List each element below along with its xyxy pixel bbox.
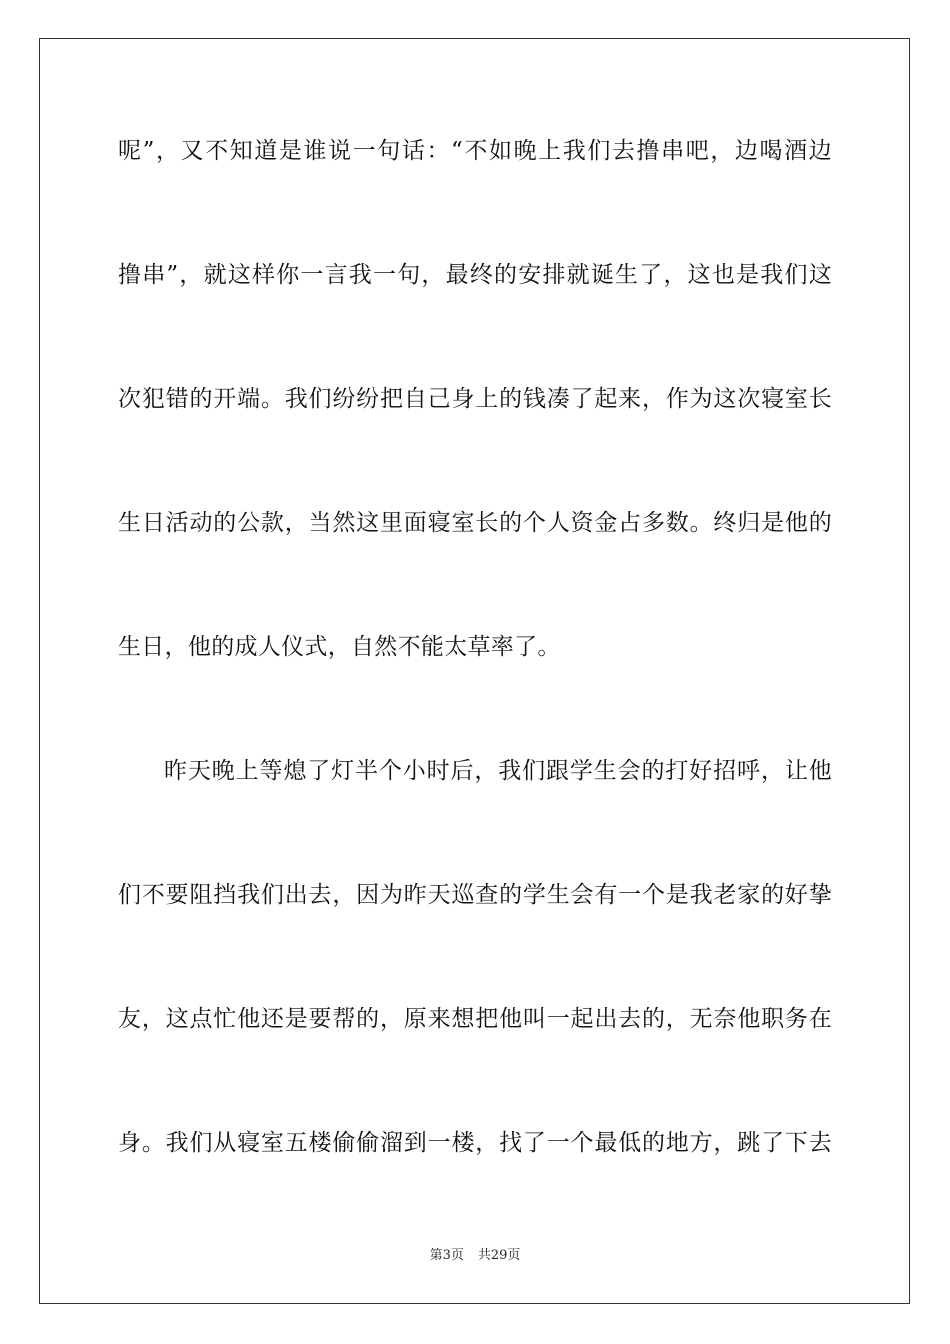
body-line-5: 生日，他的成人仪式，自然不能太草率了。	[118, 634, 561, 660]
body-line-3: 次犯错的开端。我们纷纷把自己身上的钱凑了起来，作为这次寝室长	[118, 386, 832, 412]
body-line-1: 呢”，又不知道是谁说一句话：“不如晚上我们去撸串吧，边喝酒边	[118, 138, 832, 164]
page-number: 第3页	[429, 1248, 464, 1263]
page-footer	[0, 1247, 950, 1265]
body-line-6: 昨天晚上等熄了灯半个小时后，我们跟学生会的打好招呼，让他	[164, 758, 832, 784]
body-line-4: 生日活动的公款，当然这里面寝室长的个人资金占多数。终归是他的	[118, 510, 832, 536]
page-total: 共29页	[477, 1248, 521, 1263]
page-border	[39, 38, 910, 1304]
body-line-2: 撸串”，就这样你一言我一句，最终的安排就诞生了，这也是我们这	[118, 262, 832, 288]
body-line-7: 们不要阻挡我们出去，因为昨天巡查的学生会有一个是我老家的好挚	[118, 882, 832, 908]
body-line-8: 友，这点忙他还是要帮的，原来想把他叫一起出去的，无奈他职务在	[118, 1006, 832, 1032]
body-line-9: 身。我们从寝室五楼偷偷溜到一楼，找了一个最低的地方，跳了下去	[118, 1130, 832, 1156]
